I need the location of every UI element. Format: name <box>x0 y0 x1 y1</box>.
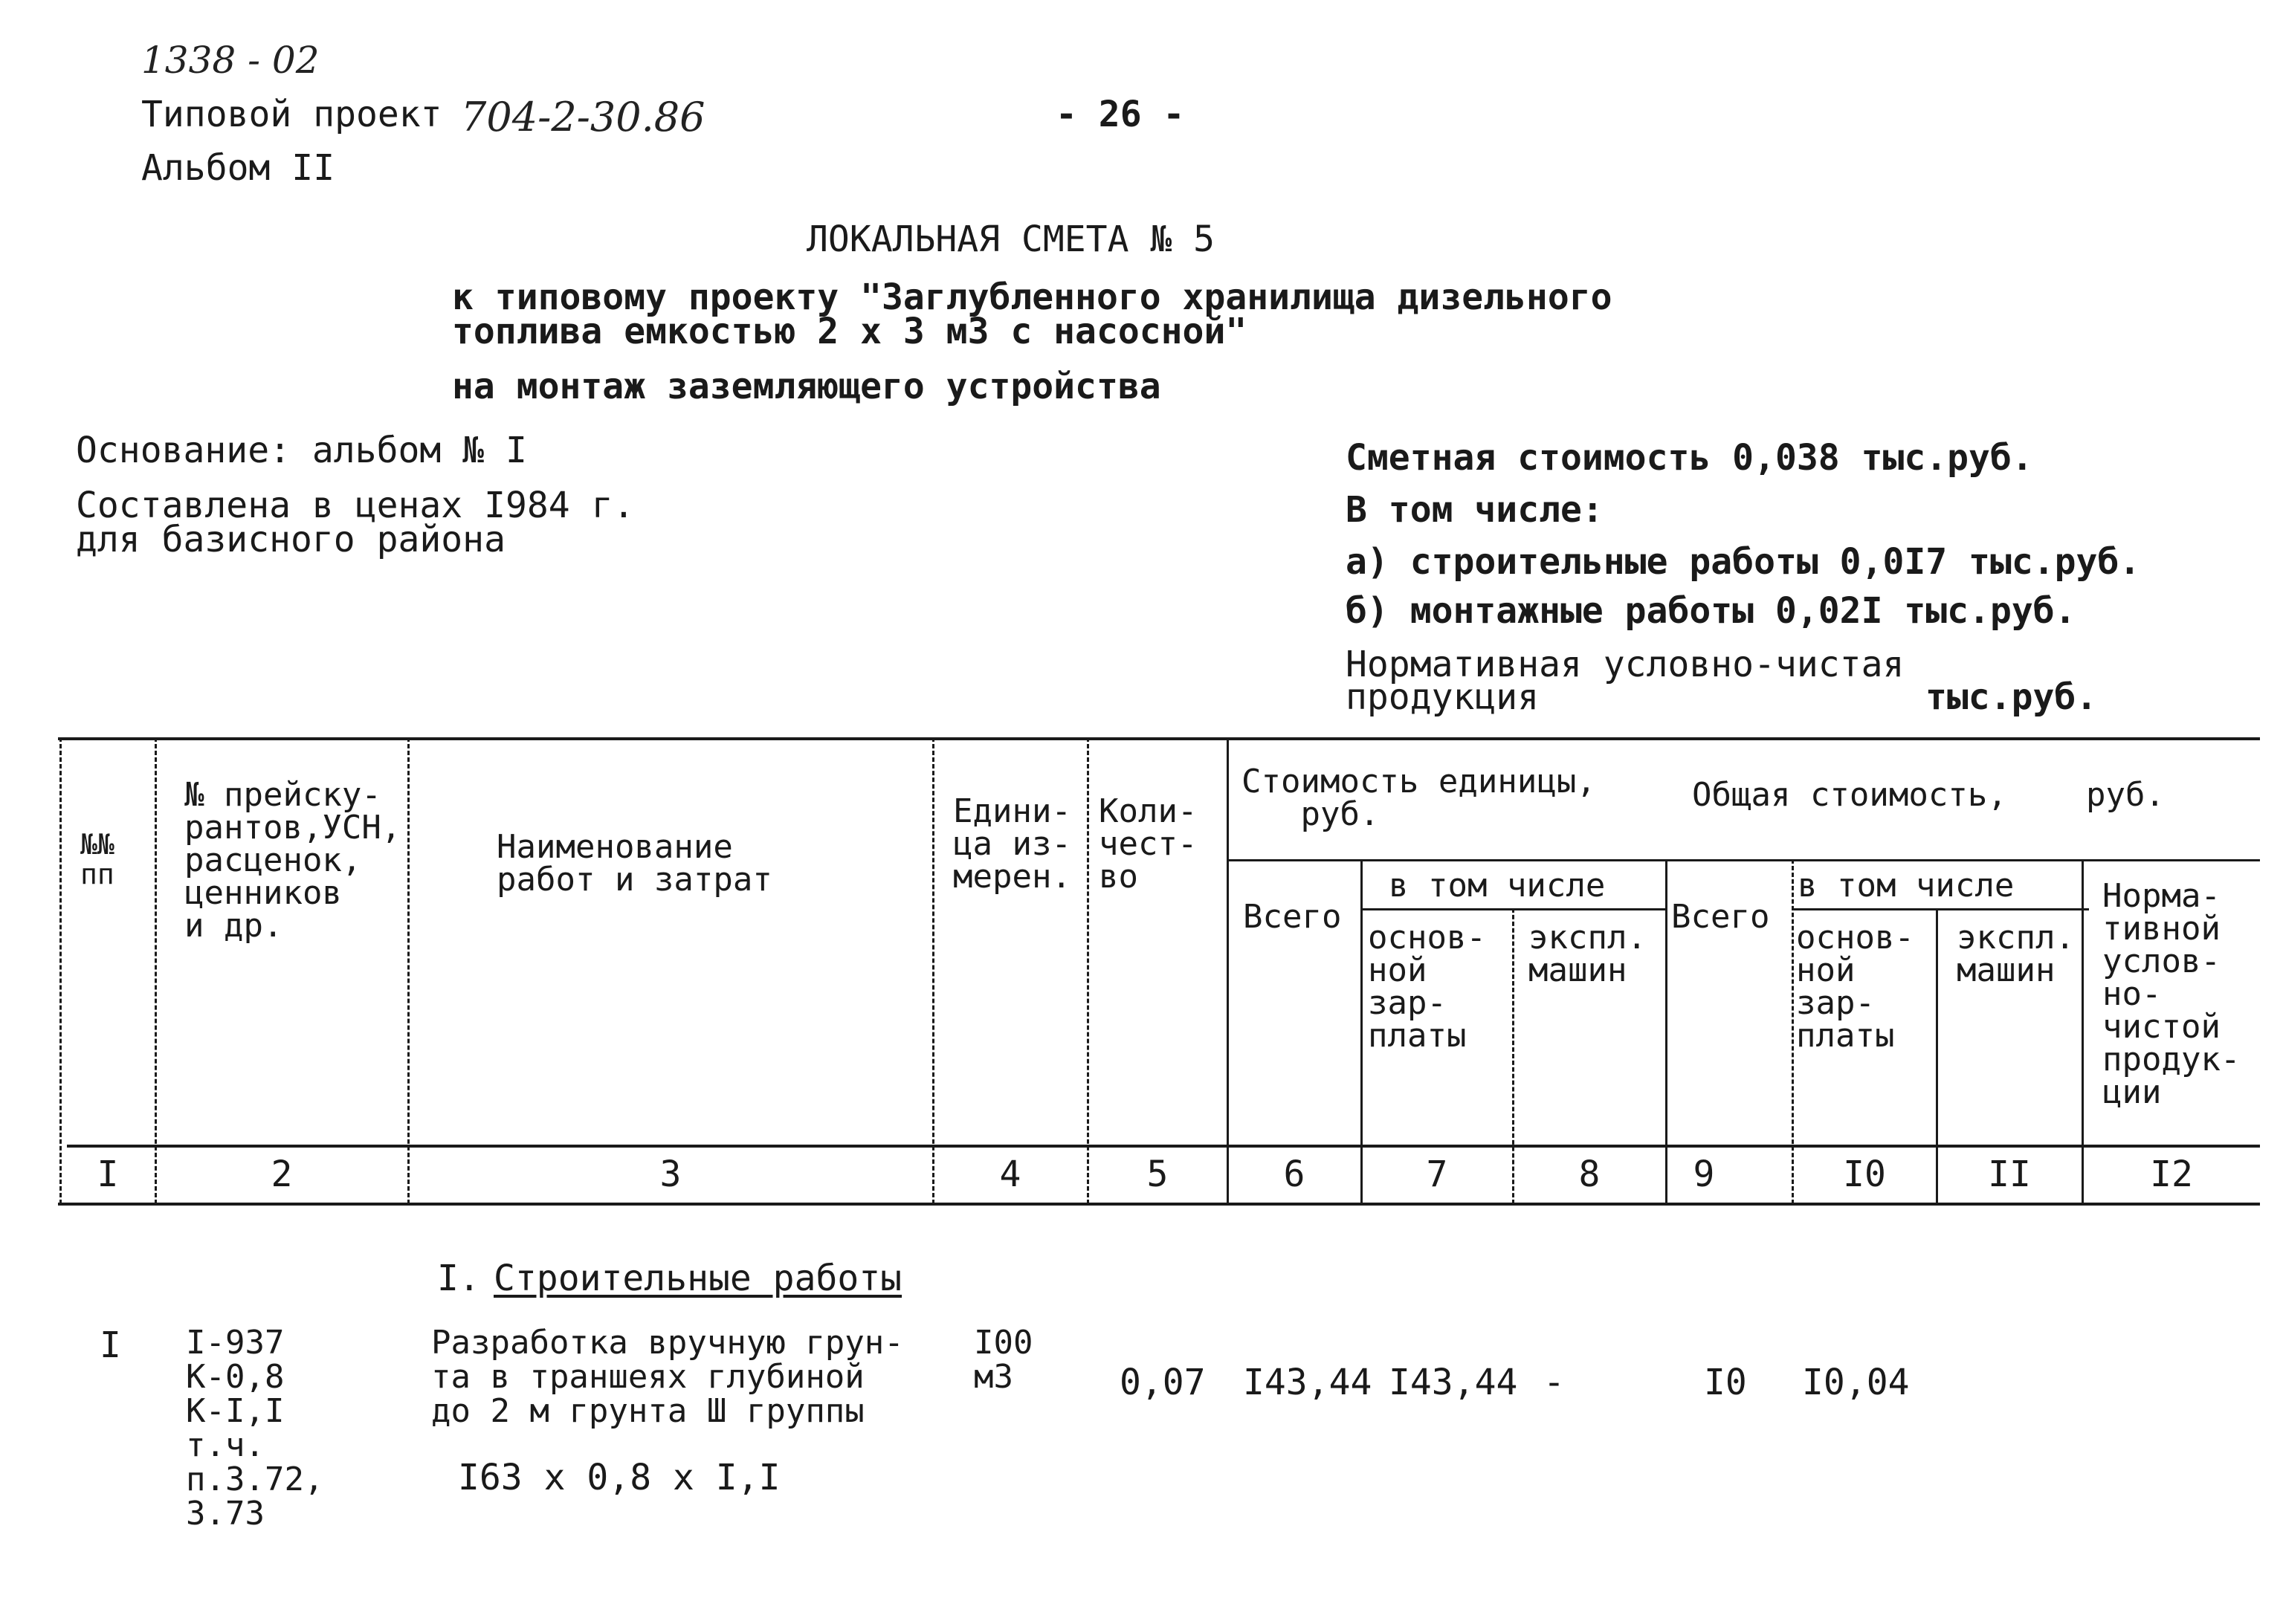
row-quantity: 0,07 <box>1120 1362 1206 1403</box>
col-header-price-ref: № прейску- рантов,УСН, расценок, ценников и др. <box>184 776 401 945</box>
normative-product-unit: тыс.руб. <box>1925 676 2098 718</box>
column-number: 9 <box>1693 1154 1715 1195</box>
column-number: II <box>1988 1154 2031 1195</box>
col-header-normative-product: Норма- тивной услов- но- чистой продук- ции <box>2102 877 2241 1111</box>
col-header-unit-wage: основ- ной зар- платы <box>1368 919 1486 1055</box>
page-number: - 26 - <box>1056 94 1185 135</box>
album-label: Альбом II <box>141 147 335 189</box>
col-header-unit-machines: экспл. машин <box>1528 919 1647 989</box>
column-number: 7 <box>1426 1154 1448 1195</box>
col-header-unit-total: Всего <box>1243 898 1342 936</box>
row-total: I0 <box>1704 1362 1747 1403</box>
row-number: I <box>100 1324 121 1366</box>
col-header-total-machines: экспл. машин <box>1957 919 2075 989</box>
estimate-subtitle-line-2: топлива емкостью 2 x 3 м3 с насосной" <box>452 311 1247 352</box>
normative-product-label-2: продукция <box>1346 676 1540 718</box>
base-region-text: для базисного района <box>76 519 506 560</box>
normative-product-label: Нормативная условно-чистая <box>1346 644 1905 685</box>
col-header-overall-total: Всего <box>1671 898 1770 936</box>
row-unit: I00 м3 <box>974 1324 1033 1396</box>
col-header-work-name: Наименование работ и затрат <box>497 828 772 899</box>
column-number: I <box>97 1154 119 1195</box>
row-work-name: Разработка вручную грун- та в траншеях глубиной до 2 м грунта Ш группы <box>431 1324 904 1430</box>
column-number: 5 <box>1146 1154 1169 1195</box>
project-number: 704-2-30.86 <box>461 94 705 140</box>
col-header-total-wage: основ- ной зар- платы <box>1796 919 1914 1055</box>
estimate-subtitle-line-1: к типовому проекту "Заглубленного хранилища дизельного <box>452 276 1612 318</box>
column-number: 3 <box>659 1154 682 1195</box>
col-header-total-cost-unit: руб. <box>2086 776 2165 814</box>
column-number: 6 <box>1283 1154 1305 1195</box>
col-header-quantity: Коли- чест- во <box>1099 792 1198 896</box>
col-header-unit: Едини- ца из- мерен. <box>953 792 1071 896</box>
including-text: В том числе: <box>1346 489 1604 531</box>
estimate-title: ЛОКАЛЬНАЯ СМЕТА № 5 <box>807 219 1215 260</box>
row-unit-wage: I43,44 <box>1389 1362 1518 1403</box>
row-price-code: I-937 К-0,8 К-I,I т.ч. п.3.72, 3.73 <box>186 1324 324 1533</box>
section-number: I. <box>437 1258 480 1299</box>
column-number: 8 <box>1578 1154 1601 1195</box>
col-header-number: №№ пп <box>80 828 114 890</box>
row-unit-machines: - <box>1543 1362 1565 1403</box>
column-number: 2 <box>271 1154 293 1195</box>
row-total-wage: I0,04 <box>1802 1362 1910 1403</box>
basis-text: Основание: альбом № I <box>76 430 527 471</box>
estimated-cost-text: Сметная стоимость 0,038 тыс.руб. <box>1346 437 2033 479</box>
col-header-including-total: в том числе <box>1798 867 2015 905</box>
project-label: Типовой проект <box>141 94 442 135</box>
col-header-unit-cost: Стоимость единицы, руб. <box>1241 763 1596 833</box>
column-number: I2 <box>2150 1154 2193 1195</box>
col-header-including-unit: в том числе <box>1389 867 1606 905</box>
column-number: 4 <box>999 1154 1021 1195</box>
row-formula: I63 x 0,8 x I,I <box>458 1457 781 1498</box>
installation-cost-text: б) монтажные работы 0,02I тыс.руб. <box>1346 590 2076 632</box>
row-unit-total: I43,44 <box>1243 1362 1372 1403</box>
column-number: I0 <box>1843 1154 1886 1195</box>
document-code: 1338 - 02 <box>141 39 320 82</box>
col-header-total-cost: Общая стоимость, <box>1692 776 2007 814</box>
construction-cost-text: а) строительные работы 0,0I7 тыс.руб. <box>1346 541 2141 583</box>
prices-year-text: Составлена в ценах I984 г. <box>76 485 635 526</box>
section-title: Строительные работы <box>494 1258 902 1299</box>
estimate-subtitle-line-3: на монтаж заземляющего устройства <box>452 366 1161 407</box>
